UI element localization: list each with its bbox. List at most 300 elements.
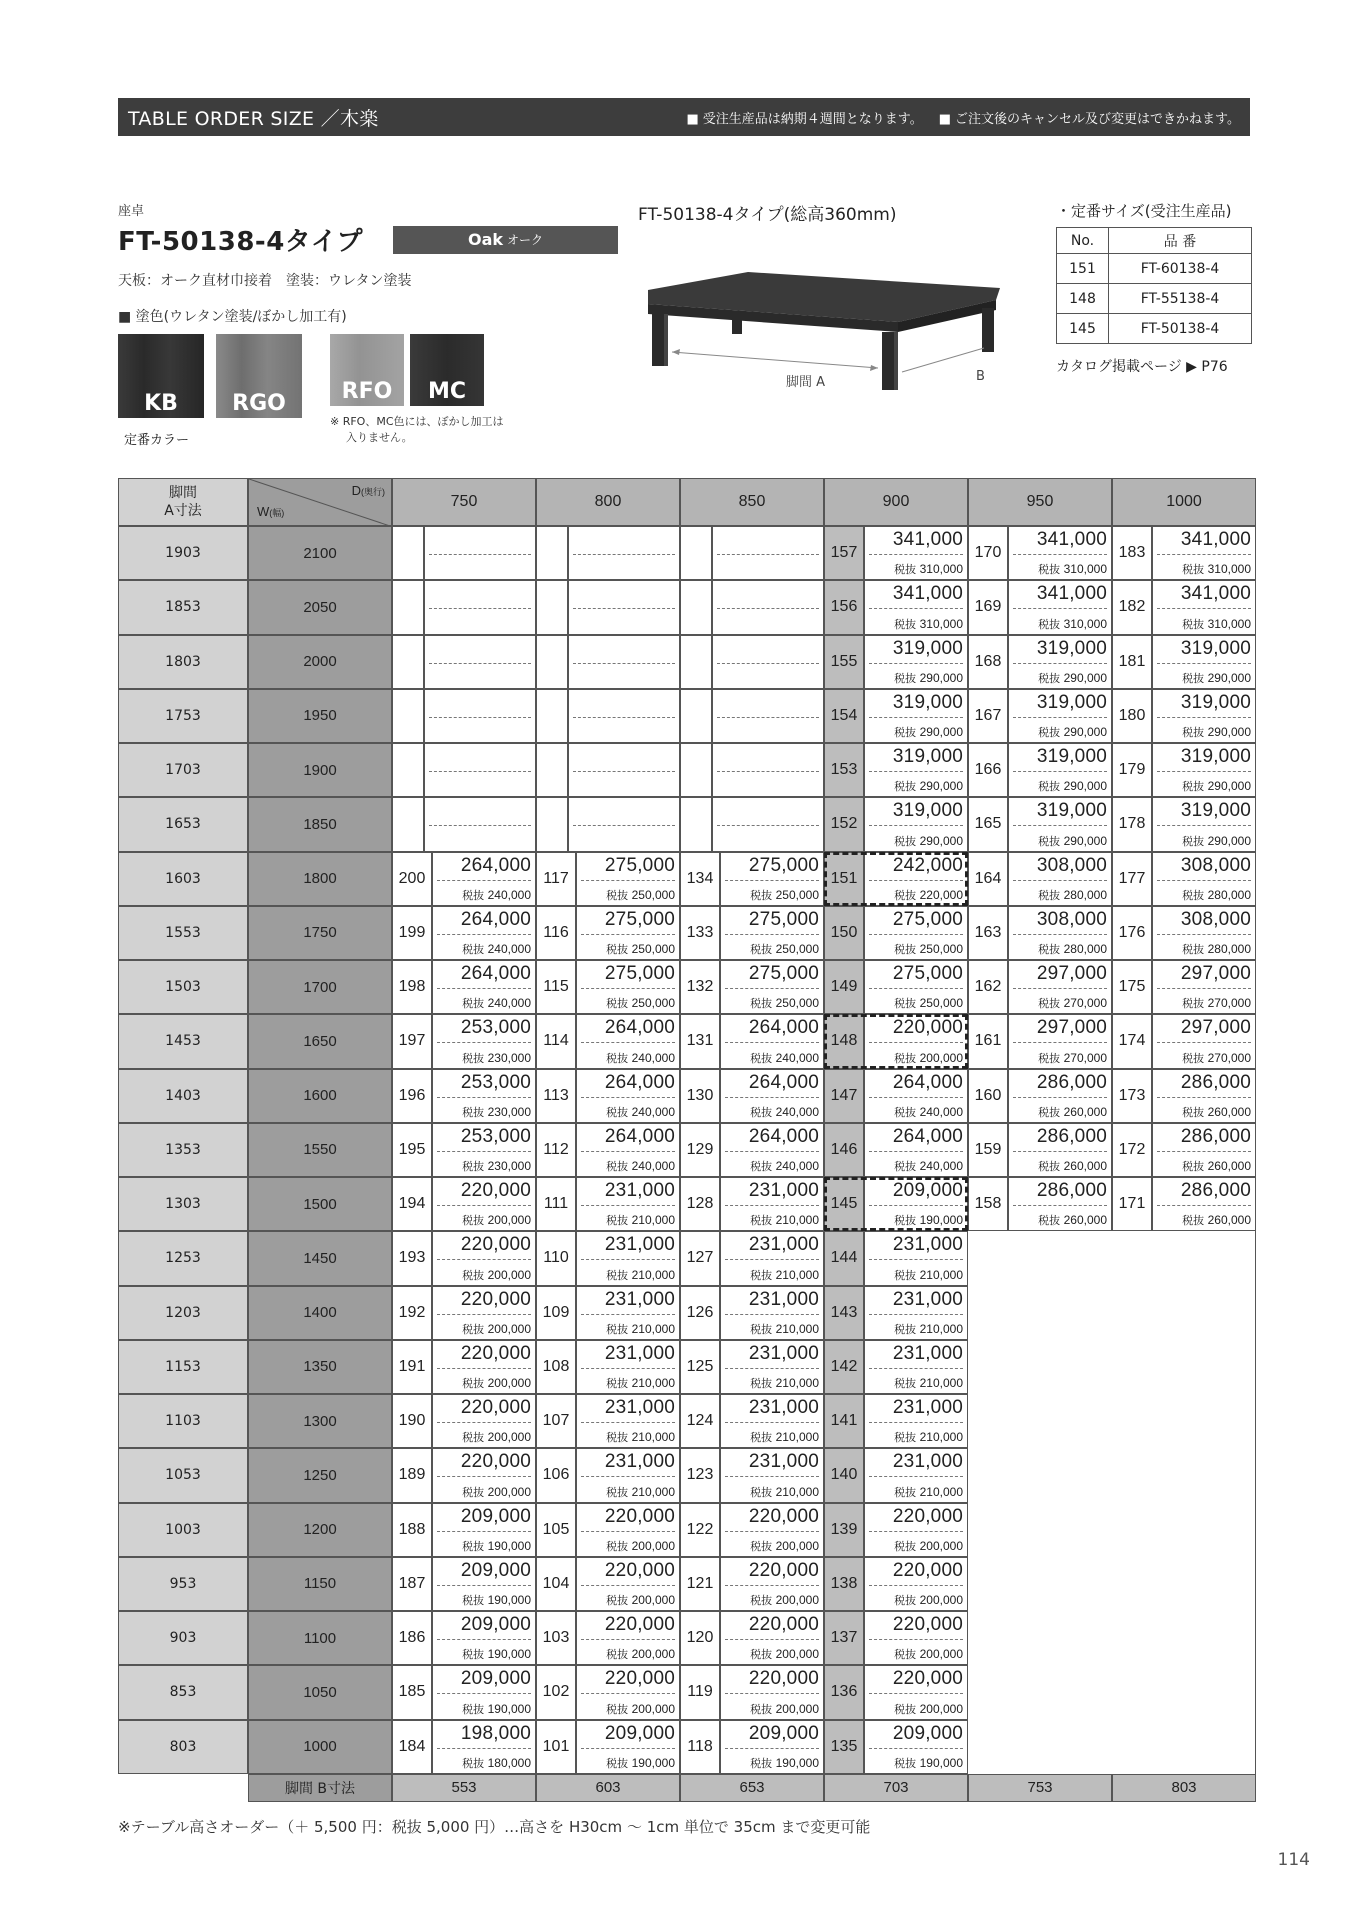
item-number: 115 — [536, 960, 576, 1014]
price-cell — [864, 1611, 968, 1665]
price-cell — [720, 1231, 824, 1285]
price-cell — [864, 526, 968, 580]
price-cell — [1008, 1069, 1112, 1123]
price-divider — [581, 934, 675, 935]
product-category: 座卓 — [118, 204, 145, 219]
price-cell — [576, 1340, 680, 1394]
tax-label: 税抜 — [462, 1539, 488, 1553]
price-incl-tax: 231,000 — [748, 1397, 819, 1418]
price-divider — [437, 1097, 531, 1098]
price-cell — [1152, 580, 1256, 634]
item-number: 156 — [824, 580, 864, 634]
price-cell — [576, 1394, 680, 1448]
width-cell: 1700 — [248, 960, 392, 1014]
tax-label: 税抜 — [606, 1051, 632, 1065]
price-divider — [1157, 1151, 1251, 1152]
price-excl-tax: 税抜 240,000 — [750, 1104, 819, 1119]
price-divider — [1157, 1042, 1251, 1043]
tax-label: 税抜 — [750, 1105, 776, 1119]
price-cell — [1152, 1123, 1256, 1177]
price-cell — [864, 635, 968, 689]
swatch-note-line: ※ RFO、MC色には、ぼかし加工は — [330, 415, 504, 428]
price-incl-tax: 231,000 — [604, 1288, 675, 1310]
a-dimension-cell: 1303 — [118, 1177, 248, 1231]
price-cell — [1008, 526, 1112, 580]
price-divider — [1157, 554, 1251, 555]
price-incl-tax: 220,000 — [748, 1668, 819, 1690]
item-number: 176 — [1112, 906, 1152, 960]
price-divider — [437, 1422, 531, 1423]
empty-number-cell — [392, 689, 424, 743]
price-excl-tax: 税抜 240,000 — [750, 1050, 819, 1065]
price-excl-tax: 税抜 280,000 — [1038, 887, 1107, 902]
tax-label: 税抜 — [1182, 997, 1208, 1011]
item-number: 101 — [536, 1720, 576, 1774]
price-incl-tax: 220,000 — [748, 1505, 819, 1527]
table-header: 品 番 — [1109, 228, 1252, 254]
price-divider — [581, 1205, 675, 1206]
price-cell — [432, 1611, 536, 1665]
price-divider — [573, 771, 675, 772]
price-incl-tax: 209,000 — [892, 1722, 963, 1744]
price-excl-tax: 税抜 290,000 — [1182, 833, 1251, 848]
price-divider — [869, 1639, 963, 1640]
product-info — [118, 200, 618, 448]
width-cell: 1400 — [248, 1286, 392, 1340]
price-incl-tax: 275,000 — [748, 963, 819, 984]
width-cell: 1550 — [248, 1123, 392, 1177]
price-incl-tax: 264,000 — [460, 908, 531, 930]
price-incl-tax: 264,000 — [748, 1125, 819, 1147]
color-swatches — [118, 334, 548, 454]
price-divider — [869, 1422, 963, 1423]
swatch-note-line: 入りません。 — [346, 431, 413, 444]
price-cell — [864, 906, 968, 960]
price-incl-tax: 275,000 — [604, 908, 675, 930]
price-incl-tax: 220,000 — [460, 1288, 531, 1310]
price-excl-tax: 税抜 190,000 — [462, 1701, 531, 1716]
price-cell — [720, 1340, 824, 1394]
price-incl-tax: 308,000 — [1036, 854, 1107, 876]
tax-label: 税抜 — [606, 1756, 632, 1770]
table-cell: 148 — [1057, 284, 1109, 314]
tax-label: 税抜 — [1038, 563, 1064, 577]
price-excl-tax: 税抜 290,000 — [894, 725, 963, 739]
width-cell: 1800 — [248, 852, 392, 906]
price-cell — [864, 1231, 968, 1285]
price-cell — [720, 960, 824, 1014]
tax-label: 税抜 — [894, 1702, 920, 1716]
price-divider — [869, 1585, 963, 1586]
tax-label: 税抜 — [606, 1485, 632, 1499]
swatch-note — [330, 414, 504, 446]
leg-b-value: 753 — [968, 1774, 1112, 1802]
tax-label: 税抜 — [462, 1485, 488, 1499]
item-number: 121 — [680, 1557, 720, 1611]
price-excl-tax: 税抜 210,000 — [606, 1321, 675, 1336]
empty-price-cell — [424, 797, 536, 851]
price-excl-tax: 税抜 280,000 — [1182, 887, 1251, 902]
price-divider — [1013, 717, 1107, 718]
price-divider — [429, 554, 531, 555]
price-incl-tax: 264,000 — [892, 1071, 963, 1093]
price-excl-tax: 税抜 210,000 — [606, 1430, 675, 1445]
item-number: 198 — [392, 960, 432, 1014]
price-divider — [725, 1368, 819, 1369]
price-excl-tax: 税抜 200,000 — [462, 1484, 531, 1499]
color-heading: ■ 塗色(ウレタン塗装/ぼかし加工有) — [118, 309, 347, 325]
price-incl-tax: 220,000 — [604, 1614, 675, 1635]
price-excl-tax: 税抜 180,000 — [462, 1755, 531, 1770]
price-incl-tax: 286,000 — [1180, 1125, 1251, 1147]
price-divider — [429, 663, 531, 664]
price-excl-tax: 税抜 200,000 — [894, 1647, 963, 1662]
price-cell — [432, 1557, 536, 1611]
price-divider — [725, 1314, 819, 1315]
tax-label: 税抜 — [462, 1322, 488, 1336]
price-cell — [864, 1340, 968, 1394]
item-number: 132 — [680, 960, 720, 1014]
a-dimension-cell: 1153 — [118, 1340, 248, 1394]
empty-number-cell — [536, 635, 568, 689]
empty-price-cell — [568, 689, 680, 743]
item-number: 125 — [680, 1340, 720, 1394]
empty-price-cell — [712, 526, 824, 580]
item-number: 185 — [392, 1665, 432, 1719]
tax-label: 税抜 — [894, 1377, 920, 1390]
price-divider — [1157, 880, 1251, 881]
price-incl-tax: 275,000 — [748, 854, 819, 876]
item-number: 108 — [536, 1340, 576, 1394]
price-excl-tax: 税抜 200,000 — [462, 1430, 531, 1445]
tax-label: 税抜 — [606, 997, 632, 1011]
image-title: FT-50138-4タイプ(総高360mm) — [638, 205, 897, 225]
empty-number-cell — [536, 526, 568, 580]
item-number: 184 — [392, 1720, 432, 1774]
price-cell — [864, 689, 968, 743]
price-divider — [1157, 934, 1251, 935]
price-incl-tax: 220,000 — [604, 1505, 675, 1527]
price-excl-tax: 税抜 210,000 — [894, 1430, 963, 1445]
price-cell — [1152, 1177, 1256, 1231]
tax-label: 税抜 — [1182, 780, 1208, 794]
price-divider — [869, 1151, 963, 1152]
price-cell — [1008, 689, 1112, 743]
item-number: 196 — [392, 1069, 432, 1123]
price-cell — [1008, 743, 1112, 797]
price-cell — [576, 1069, 680, 1123]
price-incl-tax: 231,000 — [892, 1397, 963, 1418]
item-number: 117 — [536, 852, 576, 906]
price-cell — [720, 1014, 824, 1068]
price-divider — [869, 771, 963, 772]
width-cell: 2000 — [248, 635, 392, 689]
price-incl-tax: 220,000 — [460, 1451, 531, 1473]
table-illustration — [638, 240, 1008, 400]
price-excl-tax: 税抜 240,000 — [894, 1104, 963, 1119]
empty-price-cell — [424, 689, 536, 743]
width-unit: (幅) — [269, 508, 285, 518]
price-excl-tax: 税抜 260,000 — [1038, 1213, 1107, 1228]
price-incl-tax: 286,000 — [1180, 1180, 1251, 1201]
item-number: 131 — [680, 1014, 720, 1068]
price-excl-tax: 税抜 290,000 — [1038, 670, 1107, 685]
tax-label: 税抜 — [1038, 617, 1064, 631]
price-cell — [432, 1340, 536, 1394]
empty-price-cell — [568, 797, 680, 851]
price-cell — [720, 1720, 824, 1774]
empty-price-cell — [712, 743, 824, 797]
tax-label: 税抜 — [462, 1268, 488, 1282]
price-cell — [1008, 960, 1112, 1014]
swatch-rgo: RGO — [216, 334, 302, 418]
price-divider — [429, 608, 531, 609]
price-incl-tax: 319,000 — [1036, 746, 1107, 767]
width-cell: 1150 — [248, 1557, 392, 1611]
item-number: 159 — [968, 1123, 1008, 1177]
price-divider — [869, 1314, 963, 1315]
a-header-label: A寸法 — [164, 503, 202, 519]
price-incl-tax: 319,000 — [892, 800, 963, 822]
tax-label: 税抜 — [1038, 834, 1064, 848]
tax-label: 税抜 — [462, 943, 488, 956]
tax-label: 税抜 — [1182, 888, 1208, 902]
item-number: 111 — [536, 1177, 576, 1231]
empty-number-cell — [392, 743, 424, 797]
tax-label: 税抜 — [894, 834, 920, 848]
tax-label: 税抜 — [750, 1756, 776, 1770]
tax-label: 税抜 — [1038, 888, 1064, 902]
item-number: 174 — [1112, 1014, 1152, 1068]
item-number: 133 — [680, 906, 720, 960]
item-number: 146 — [824, 1123, 864, 1177]
price-divider — [869, 1476, 963, 1477]
price-cell — [720, 906, 824, 960]
price-excl-tax: 税抜 210,000 — [750, 1213, 819, 1228]
empty-number-cell — [392, 580, 424, 634]
price-incl-tax: 231,000 — [748, 1234, 819, 1256]
item-number: 195 — [392, 1123, 432, 1177]
price-cell — [864, 743, 968, 797]
price-divider — [1013, 1097, 1107, 1098]
empty-number-cell — [392, 797, 424, 851]
price-cell — [432, 1286, 536, 1340]
price-incl-tax: 319,000 — [1180, 691, 1251, 713]
price-incl-tax: 341,000 — [892, 583, 963, 605]
a-dimension-cell: 853 — [118, 1665, 248, 1719]
tax-label: 税抜 — [1182, 1051, 1208, 1065]
tax-label: 税抜 — [750, 943, 776, 956]
empty-price-cell — [424, 526, 536, 580]
price-incl-tax: 220,000 — [892, 1668, 963, 1690]
price-cell — [432, 1720, 536, 1774]
price-cell — [576, 1231, 680, 1285]
price-cell — [1152, 635, 1256, 689]
tax-label: 税抜 — [606, 1160, 632, 1173]
price-divider — [869, 717, 963, 718]
price-divider — [725, 1693, 819, 1694]
price-cell — [432, 906, 536, 960]
price-excl-tax: 税抜 260,000 — [1038, 1104, 1107, 1119]
price-excl-tax: 税抜 310,000 — [1182, 616, 1251, 631]
price-excl-tax: 税抜 310,000 — [894, 562, 963, 577]
item-number: 124 — [680, 1394, 720, 1448]
item-number: 199 — [392, 906, 432, 960]
tax-label: 税抜 — [606, 1268, 632, 1282]
price-divider — [725, 1748, 819, 1749]
standard-sizes — [1056, 200, 1252, 376]
price-cell — [720, 1611, 824, 1665]
item-number: 127 — [680, 1231, 720, 1285]
item-number: 152 — [824, 797, 864, 851]
price-cell — [1152, 852, 1256, 906]
header-note: ■ 受注生産品は納期４週間となります。 — [686, 108, 922, 127]
price-divider — [1013, 1042, 1107, 1043]
tax-label: 税抜 — [894, 888, 920, 902]
price-cell — [864, 1123, 968, 1177]
tax-label: 税抜 — [462, 1702, 488, 1716]
price-cell — [864, 1503, 968, 1557]
price-cell — [576, 1720, 680, 1774]
price-divider — [573, 717, 675, 718]
empty-number-cell — [680, 689, 712, 743]
tax-label: 税抜 — [750, 1539, 776, 1553]
item-number: 122 — [680, 1503, 720, 1557]
price-divider — [869, 1097, 963, 1098]
a-dimension-cell: 1103 — [118, 1394, 248, 1448]
price-divider — [581, 988, 675, 989]
material-name-jp: オーク — [507, 233, 544, 247]
price-cell — [576, 1503, 680, 1557]
price-divider — [869, 988, 963, 989]
tax-label: 税抜 — [750, 1051, 776, 1065]
item-number: 169 — [968, 580, 1008, 634]
a-dimension-cell: 1353 — [118, 1123, 248, 1177]
empty-price-cell — [712, 580, 824, 634]
empty-number-cell — [536, 580, 568, 634]
price-divider — [429, 825, 531, 826]
price-incl-tax: 286,000 — [1036, 1125, 1107, 1147]
item-number: 151 — [824, 852, 864, 906]
price-incl-tax: 220,000 — [892, 1559, 963, 1581]
price-excl-tax: 税抜 190,000 — [606, 1755, 675, 1770]
item-number: 189 — [392, 1448, 432, 1502]
price-cell — [864, 1177, 968, 1231]
price-incl-tax: 275,000 — [748, 908, 819, 930]
price-excl-tax: 税抜 200,000 — [462, 1376, 531, 1390]
item-number: 153 — [824, 743, 864, 797]
price-divider — [437, 1042, 531, 1043]
a-dimension-cell: 1203 — [118, 1286, 248, 1340]
price-excl-tax: 税抜 250,000 — [750, 942, 819, 956]
width-cell: 1450 — [248, 1231, 392, 1285]
width-cell: 1750 — [248, 906, 392, 960]
tax-label: 税抜 — [462, 1756, 488, 1770]
item-number: 129 — [680, 1123, 720, 1177]
empty-price-cell — [568, 580, 680, 634]
price-incl-tax: 319,000 — [892, 637, 963, 659]
price-divider — [869, 1042, 963, 1043]
price-divider — [437, 988, 531, 989]
header-notes — [686, 108, 1240, 127]
price-cell — [576, 1123, 680, 1177]
depth-header-900: 900 — [824, 478, 968, 526]
price-excl-tax: 税抜 270,000 — [1038, 1050, 1107, 1065]
tax-label: 税抜 — [750, 1431, 776, 1445]
price-grid — [118, 478, 1251, 1797]
tax-label: 税抜 — [1038, 1051, 1064, 1065]
tax-label: 税抜 — [894, 1431, 920, 1445]
tax-label: 税抜 — [894, 1756, 920, 1770]
price-divider — [437, 1531, 531, 1532]
price-excl-tax: 税抜 210,000 — [606, 1376, 675, 1390]
standard-sizes-title: ・定番サイズ(受注生産品) — [1056, 202, 1232, 220]
price-cell — [576, 1557, 680, 1611]
item-number: 110 — [536, 1231, 576, 1285]
tax-label: 税抜 — [750, 888, 776, 902]
a-dimension-cell: 1603 — [118, 852, 248, 906]
leg-b-label: 脚間 B寸法 — [248, 1774, 392, 1802]
price-excl-tax: 税抜 240,000 — [606, 1159, 675, 1173]
price-divider — [437, 1748, 531, 1749]
price-divider — [1013, 934, 1107, 935]
price-excl-tax: 税抜 250,000 — [606, 887, 675, 902]
price-cell — [720, 1069, 824, 1123]
price-cell — [432, 1069, 536, 1123]
item-number: 157 — [824, 526, 864, 580]
tax-label: 税抜 — [750, 1268, 776, 1282]
price-divider — [581, 1748, 675, 1749]
swatch-mc: MC — [410, 334, 484, 406]
a-dimension-cell: 953 — [118, 1557, 248, 1611]
price-excl-tax: 税抜 210,000 — [750, 1267, 819, 1282]
price-divider — [725, 934, 819, 935]
tax-label: 税抜 — [750, 1702, 776, 1716]
tax-label: 税抜 — [1182, 671, 1208, 685]
price-cell — [720, 1557, 824, 1611]
empty-number-cell — [536, 797, 568, 851]
table-cell: 151 — [1057, 254, 1109, 284]
price-incl-tax: 275,000 — [604, 963, 675, 984]
price-cell — [864, 1557, 968, 1611]
item-number: 161 — [968, 1014, 1008, 1068]
width-cell: 1600 — [248, 1069, 392, 1123]
price-cell — [864, 1394, 968, 1448]
leg-b-value: 653 — [680, 1774, 824, 1802]
price-divider — [725, 1639, 819, 1640]
tax-label: 税抜 — [462, 1594, 488, 1607]
price-excl-tax: 税抜 210,000 — [750, 1484, 819, 1499]
price-excl-tax: 税抜 240,000 — [606, 1050, 675, 1065]
table-cell: FT-50138-4 — [1109, 314, 1252, 344]
empty-price-cell — [712, 797, 824, 851]
price-divider — [1157, 1205, 1251, 1206]
width-cell: 1650 — [248, 1014, 392, 1068]
width-cell: 1900 — [248, 743, 392, 797]
price-cell — [864, 1665, 968, 1719]
tax-label: 税抜 — [1182, 834, 1208, 848]
price-incl-tax: 341,000 — [1036, 583, 1107, 605]
standard-sizes-table — [1056, 227, 1252, 344]
price-excl-tax: 税抜 200,000 — [462, 1267, 531, 1282]
price-excl-tax: 税抜 260,000 — [1182, 1213, 1251, 1228]
price-excl-tax: 税抜 240,000 — [606, 1104, 675, 1119]
price-incl-tax: 231,000 — [604, 1342, 675, 1364]
item-number: 180 — [1112, 689, 1152, 743]
price-excl-tax: 税抜 200,000 — [750, 1538, 819, 1553]
price-excl-tax: 税抜 290,000 — [1182, 779, 1251, 794]
price-excl-tax: 税抜 250,000 — [606, 996, 675, 1011]
